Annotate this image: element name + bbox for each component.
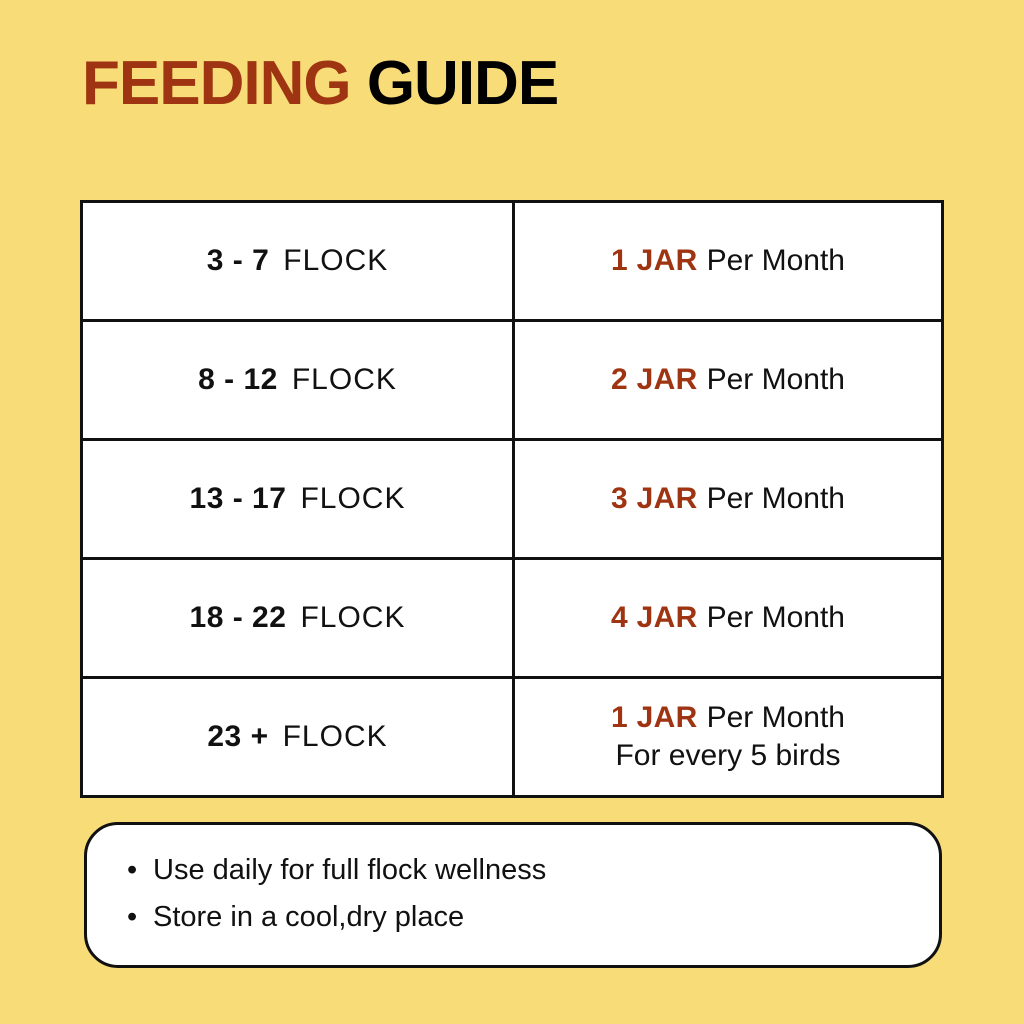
flock-label: FLOCK: [291, 363, 397, 396]
jar-amount: 1 JAR: [611, 701, 698, 734]
jar-amount: 2 JAR: [611, 363, 698, 396]
jar-amount: 4 JAR: [611, 601, 698, 634]
bullet-icon: •: [127, 854, 138, 886]
bullet-icon: •: [127, 901, 138, 934]
flock-range: 8 - 12: [198, 363, 278, 396]
flock-range: 3 - 7: [206, 244, 270, 277]
jar-period: Per Month: [706, 244, 845, 277]
flock-range: 18 - 22: [189, 601, 287, 634]
page-title-word-feeding: FEEDING: [82, 49, 351, 118]
list-item: [127, 851, 899, 890]
dosage-note: For every 5 birds: [615, 739, 841, 772]
flock-range: 23 +: [207, 720, 269, 753]
note-text: Store in a cool,dry place: [153, 901, 465, 934]
flock-label: FLOCK: [300, 601, 406, 634]
jar-amount: 3 JAR: [611, 482, 698, 515]
table-row: [83, 322, 941, 441]
flock-cell: [83, 441, 515, 557]
flock-cell: [83, 203, 515, 319]
flock-cell: [83, 560, 515, 676]
jar-period: Per Month: [706, 601, 845, 634]
page-title: [82, 50, 558, 118]
table-row: [83, 203, 941, 322]
jar-period: Per Month: [706, 482, 845, 515]
flock-range: 13 - 17: [189, 482, 287, 515]
flock-label: FLOCK: [300, 482, 406, 515]
dosage-cell: [515, 441, 941, 557]
jar-amount: 1 JAR: [611, 244, 698, 277]
feeding-table: [80, 200, 944, 798]
jar-period: Per Month: [706, 363, 845, 396]
notes-box: [84, 822, 942, 968]
note-text: Use daily for full flock wellness: [153, 854, 547, 886]
table-row: [83, 441, 941, 560]
flock-cell: [83, 322, 515, 438]
table-row: [83, 679, 941, 795]
flock-cell: [83, 679, 515, 795]
dosage-cell: [515, 560, 941, 676]
dosage-cell: [515, 679, 941, 795]
table-row: [83, 560, 941, 679]
flock-label: FLOCK: [283, 244, 389, 277]
jar-period: Per Month: [706, 701, 845, 734]
dosage-cell: [515, 203, 941, 319]
page-title-word-guide: GUIDE: [366, 49, 559, 118]
list-item: [127, 898, 899, 937]
flock-label: FLOCK: [282, 720, 388, 753]
dosage-cell: [515, 322, 941, 438]
